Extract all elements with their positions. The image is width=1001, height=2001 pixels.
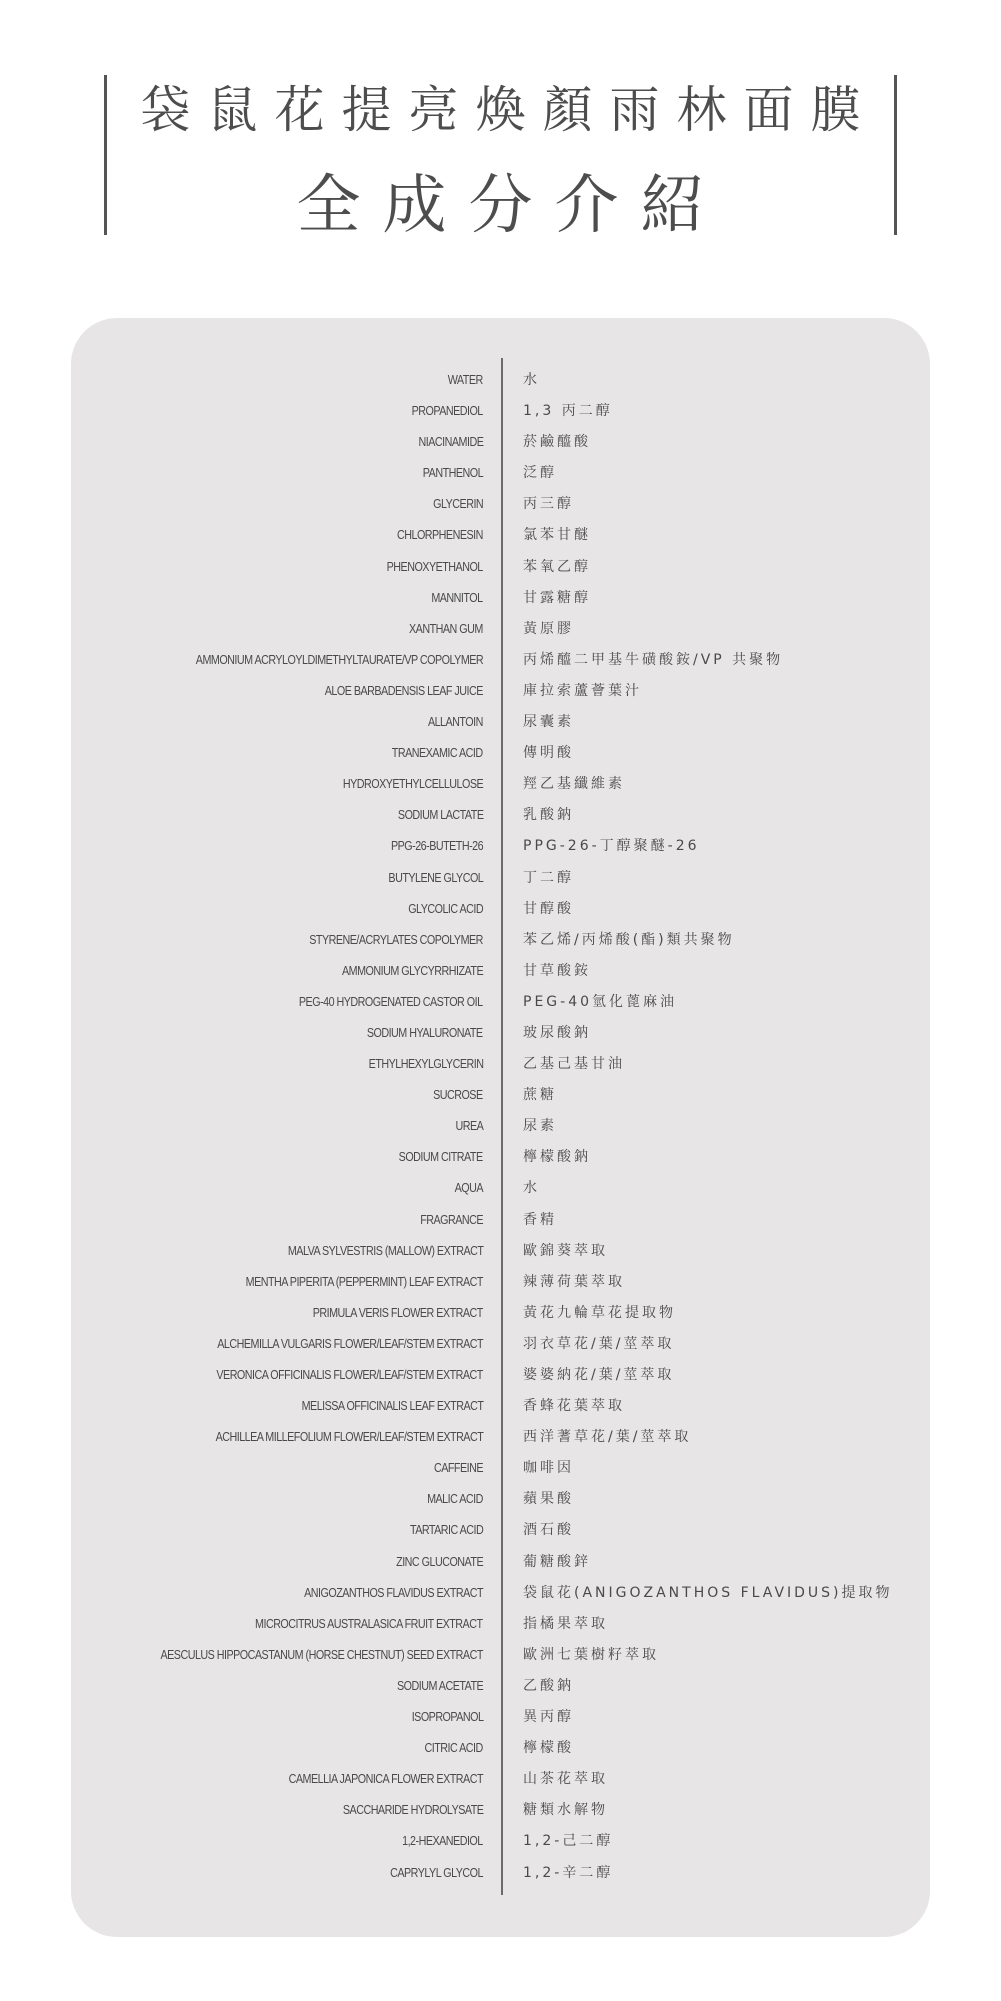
- ingredient-english-name: SACCHARIDE HYDROLYSATE: [342, 1803, 483, 1818]
- ingredient-row: [71, 771, 930, 802]
- ingredient-row: [71, 1362, 930, 1393]
- ingredient-chinese-name: 乙基己基甘油: [523, 1056, 625, 1073]
- ingredient-chinese-name: 乙酸鈉: [523, 1677, 574, 1694]
- ingredient-english-name: XANTHAN GUM: [409, 621, 483, 636]
- ingredient-row: [71, 1549, 930, 1580]
- ingredient-row: [71, 1580, 930, 1611]
- ingredient-row: [71, 585, 930, 616]
- ingredient-row: [71, 1766, 930, 1797]
- ingredient-english-name: ALLANTOIN: [428, 715, 483, 730]
- ingredient-chinese-name: PEG-40氫化蓖麻油: [523, 993, 678, 1010]
- ingredient-chinese-name: 傳明酸: [523, 745, 574, 762]
- ingredient-english-name: UREA: [455, 1119, 483, 1134]
- ingredient-row: [71, 1517, 930, 1548]
- ingredient-english-name: WATER: [447, 373, 483, 387]
- ingredient-english-name: ACHILLEA MILLEFOLIUM FLOWER/LEAF/STEM EXTRACT: [215, 1430, 483, 1445]
- ingredient-row: [71, 460, 930, 491]
- page-subtitle: 全成分介紹: [296, 169, 727, 243]
- ingredient-chinese-name: 1,2-己二醇: [523, 1833, 614, 1850]
- ingredient-row: [71, 1828, 930, 1859]
- ingredient-english-name: PPG-26-BUTETH-26: [390, 839, 483, 854]
- ingredient-english-name: MELISSA OFFICINALIS LEAF EXTRACT: [301, 1399, 483, 1414]
- ingredient-english-name: CITRIC ACID: [424, 1741, 483, 1756]
- ingredient-chinese-name: 丁二醇: [523, 869, 574, 886]
- ingredient-english-name: VERONICA OFFICINALIS FLOWER/LEAF/STEM EXTRACT: [216, 1368, 483, 1382]
- ingredient-row: [71, 1020, 930, 1051]
- ingredient-english-name: MICROCITRUS AUSTRALASICA FRUIT EXTRACT: [255, 1616, 483, 1631]
- ingredient-row: [71, 802, 930, 833]
- ingredient-chinese-name: 丙三醇: [523, 496, 574, 513]
- ingredient-row: [71, 491, 930, 522]
- ingredient-row: [71, 1424, 930, 1455]
- ingredient-row: [71, 522, 930, 553]
- ingredient-row: [71, 1704, 930, 1735]
- ingredient-row: [71, 647, 930, 678]
- ingredient-row: [71, 1611, 930, 1642]
- ingredient-chinese-name: 西洋蓍草花/葉/莖萃取: [523, 1429, 692, 1446]
- ingredient-row: [71, 616, 930, 647]
- ingredient-chinese-name: 蔗糖: [523, 1087, 557, 1104]
- ingredient-row: [71, 740, 930, 771]
- ingredient-chinese-name: 婆婆納花/葉/莖萃取: [523, 1367, 675, 1383]
- ingredient-row: [71, 1269, 930, 1300]
- ingredient-row: [71, 709, 930, 740]
- ingredient-english-name: ETHYLHEXYLGLYCERIN: [368, 1057, 483, 1072]
- ingredient-chinese-name: 羥乙基纖維素: [523, 776, 625, 793]
- ingredient-row: [71, 833, 930, 864]
- ingredient-row: [71, 1486, 930, 1517]
- ingredient-chinese-name: 菸鹼醯酸: [523, 434, 591, 451]
- ingredient-row: [71, 1238, 930, 1269]
- ingredient-chinese-name: 酒石酸: [523, 1522, 574, 1539]
- ingredient-row: [71, 1797, 930, 1828]
- ingredient-english-name: MANNITOL: [431, 590, 483, 605]
- ingredient-row: [71, 554, 930, 585]
- ingredient-english-name: ZINC GLUCONATE: [396, 1554, 483, 1569]
- ingredient-chinese-name: 苯氧乙醇: [523, 558, 591, 575]
- ingredient-chinese-name: 指橘果萃取: [523, 1615, 608, 1632]
- ingredient-chinese-name: 丙烯醯二甲基牛磺酸銨/VP 共聚物: [523, 651, 784, 668]
- ingredient-english-name: PANTHENOL: [422, 466, 483, 481]
- ingredient-english-name: ANIGOZANTHOS FLAVIDUS EXTRACT: [304, 1585, 483, 1600]
- ingredient-chinese-name: 咖啡因: [523, 1460, 574, 1477]
- ingredient-english-name: CAPRYLYL GLYCOL: [390, 1865, 483, 1880]
- ingredient-english-name: MENTHA PIPERITA (PEPPERMINT) LEAF EXTRACT: [245, 1274, 483, 1289]
- ingredient-row: [71, 1455, 930, 1486]
- ingredient-row: [71, 678, 930, 709]
- ingredient-chinese-name: 水: [523, 372, 540, 388]
- ingredient-english-name: STYRENE/ACRYLATES COPOLYMER: [309, 932, 483, 947]
- ingredient-chinese-name: 甘醇酸: [523, 900, 574, 917]
- ingredient-chinese-name: PPG-26-丁醇聚醚-26: [523, 838, 700, 855]
- header-right-rule: [894, 75, 897, 235]
- ingredient-english-name: GLYCERIN: [432, 497, 483, 512]
- ingredient-row: [71, 1144, 930, 1175]
- ingredient-row: [71, 1207, 930, 1238]
- ingredient-row: [71, 398, 930, 429]
- ingredient-english-name: PROPANEDIOL: [411, 404, 483, 419]
- ingredient-english-name: CHLORPHENESIN: [397, 528, 483, 543]
- ingredient-row: [71, 367, 930, 398]
- ingredient-row: [71, 1735, 930, 1766]
- ingredient-english-name: HYDROXYETHYLCELLULOSE: [342, 777, 483, 792]
- ingredient-english-name: 1,2-HEXANEDIOL: [402, 1834, 483, 1849]
- ingredient-chinese-name: 氯苯甘醚: [523, 527, 591, 544]
- ingredient-row: [71, 896, 930, 927]
- ingredient-chinese-name: 蘋果酸: [523, 1491, 574, 1508]
- ingredient-chinese-name: 1,3 丙二醇: [523, 403, 613, 420]
- ingredient-chinese-name: 黃花九輪草花提取物: [523, 1304, 676, 1321]
- ingredient-chinese-name: 香蜂花葉萃取: [523, 1398, 625, 1415]
- ingredient-row: [71, 1860, 930, 1891]
- ingredient-chinese-name: 檸檬酸鈉: [523, 1149, 591, 1166]
- ingredient-english-name: MALIC ACID: [427, 1492, 483, 1507]
- ingredient-english-name: AMMONIUM GLYCYRRHIZATE: [341, 963, 483, 978]
- ingredient-chinese-name: 甘草酸銨: [523, 962, 591, 979]
- ingredient-english-name: FRAGRANCE: [420, 1212, 483, 1227]
- ingredient-english-name: SODIUM CITRATE: [399, 1150, 483, 1165]
- ingredient-chinese-name: 袋鼠花(ANIGOZANTHOS FLAVIDUS)提取物: [523, 1584, 893, 1601]
- ingredient-chinese-name: 糖類水解物: [523, 1802, 608, 1819]
- ingredient-english-name: TRANEXAMIC ACID: [392, 746, 483, 761]
- ingredient-english-name: BUTYLENE GLYCOL: [388, 870, 483, 885]
- ingredient-panel: [71, 318, 930, 1937]
- ingredient-row: [71, 1331, 930, 1362]
- ingredient-chinese-name: 香精: [523, 1211, 557, 1228]
- ingredient-chinese-name: 羽衣草花/葉/莖萃取: [523, 1335, 675, 1352]
- ingredient-english-name: MALVA SYLVESTRIS (MALLOW) EXTRACT: [287, 1243, 483, 1258]
- ingredient-row: [71, 1113, 930, 1144]
- ingredient-english-name: SODIUM LACTATE: [397, 808, 483, 823]
- ingredient-chinese-name: 水: [523, 1180, 540, 1197]
- ingredient-row: [71, 1051, 930, 1082]
- ingredient-row: [71, 1082, 930, 1113]
- ingredient-chinese-name: 苯乙烯/丙烯酸(酯)類共聚物: [523, 931, 735, 948]
- ingredient-row: [71, 1300, 930, 1331]
- page-title: 袋鼠花提亮煥顏雨林面膜: [140, 81, 878, 139]
- ingredient-english-name: SUCROSE: [433, 1088, 483, 1103]
- ingredient-english-name: CAFFEINE: [433, 1461, 483, 1476]
- ingredient-english-name: NIACINAMIDE: [418, 435, 483, 450]
- ingredient-chinese-name: 山茶花萃取: [523, 1771, 608, 1788]
- ingredient-english-name: ISOPROPANOL: [411, 1710, 483, 1725]
- ingredient-english-name: TARTARIC ACID: [409, 1523, 483, 1538]
- ingredient-list: [71, 367, 930, 1891]
- ingredient-chinese-name: 甘露糖醇: [523, 589, 591, 606]
- ingredient-row: [71, 429, 930, 460]
- ingredient-chinese-name: 尿囊素: [523, 714, 574, 731]
- ingredient-chinese-name: 歐洲七葉樹籽萃取: [523, 1646, 659, 1663]
- ingredient-row: [71, 989, 930, 1020]
- header-left-rule: [104, 75, 107, 235]
- ingredient-english-name: CAMELLIA JAPONICA FLOWER EXTRACT: [288, 1772, 483, 1787]
- ingredient-english-name: SODIUM HYALURONATE: [367, 1025, 483, 1040]
- ingredient-english-name: PRIMULA VERIS FLOWER EXTRACT: [312, 1305, 483, 1320]
- ingredient-english-name: ALCHEMILLA VULGARIS FLOWER/LEAF/STEM EXTRACT: [217, 1336, 483, 1351]
- ingredient-chinese-name: 泛醇: [523, 465, 557, 482]
- ingredient-chinese-name: 葡糖酸鋅: [523, 1553, 591, 1570]
- ingredient-english-name: PEG-40 HYDROGENATED CASTOR OIL: [299, 994, 483, 1009]
- ingredient-row: [71, 865, 930, 896]
- ingredient-english-name: PHENOXYETHANOL: [386, 559, 483, 574]
- ingredient-english-name: AESCULUS HIPPOCASTANUM (HORSE CHESTNUT) SEED EXTRACT: [160, 1647, 483, 1662]
- ingredient-row: [71, 1175, 930, 1206]
- ingredient-chinese-name: 歐錦葵萃取: [523, 1242, 608, 1259]
- ingredient-chinese-name: 辣薄荷葉萃取: [523, 1273, 625, 1290]
- ingredient-chinese-name: 庫拉索蘆薈葉汁: [523, 682, 642, 699]
- ingredient-english-name: SODIUM ACETATE: [396, 1678, 483, 1693]
- ingredient-chinese-name: 乳酸鈉: [523, 807, 574, 824]
- ingredient-row: [71, 1393, 930, 1424]
- ingredient-row: [71, 958, 930, 989]
- ingredient-english-name: AMMONIUM ACRYLOYLDIMETHYLTAURATE/VP COPOLYMER: [195, 652, 483, 667]
- ingredient-chinese-name: 黃原膠: [523, 620, 574, 637]
- ingredient-chinese-name: 玻尿酸鈉: [523, 1024, 591, 1041]
- ingredient-chinese-name: 異丙醇: [523, 1709, 574, 1726]
- ingredient-english-name: GLYCOLIC ACID: [408, 901, 483, 916]
- ingredient-row: [71, 1673, 930, 1704]
- ingredient-row: [71, 1642, 930, 1673]
- ingredient-chinese-name: 尿素: [523, 1118, 557, 1135]
- ingredient-chinese-name: 檸檬酸: [523, 1740, 574, 1757]
- ingredient-english-name: AQUA: [454, 1181, 483, 1196]
- ingredient-chinese-name: 1,2-辛二醇: [523, 1864, 614, 1881]
- ingredient-english-name: ALOE BARBADENSIS LEAF JUICE: [324, 683, 483, 698]
- ingredient-row: [71, 927, 930, 958]
